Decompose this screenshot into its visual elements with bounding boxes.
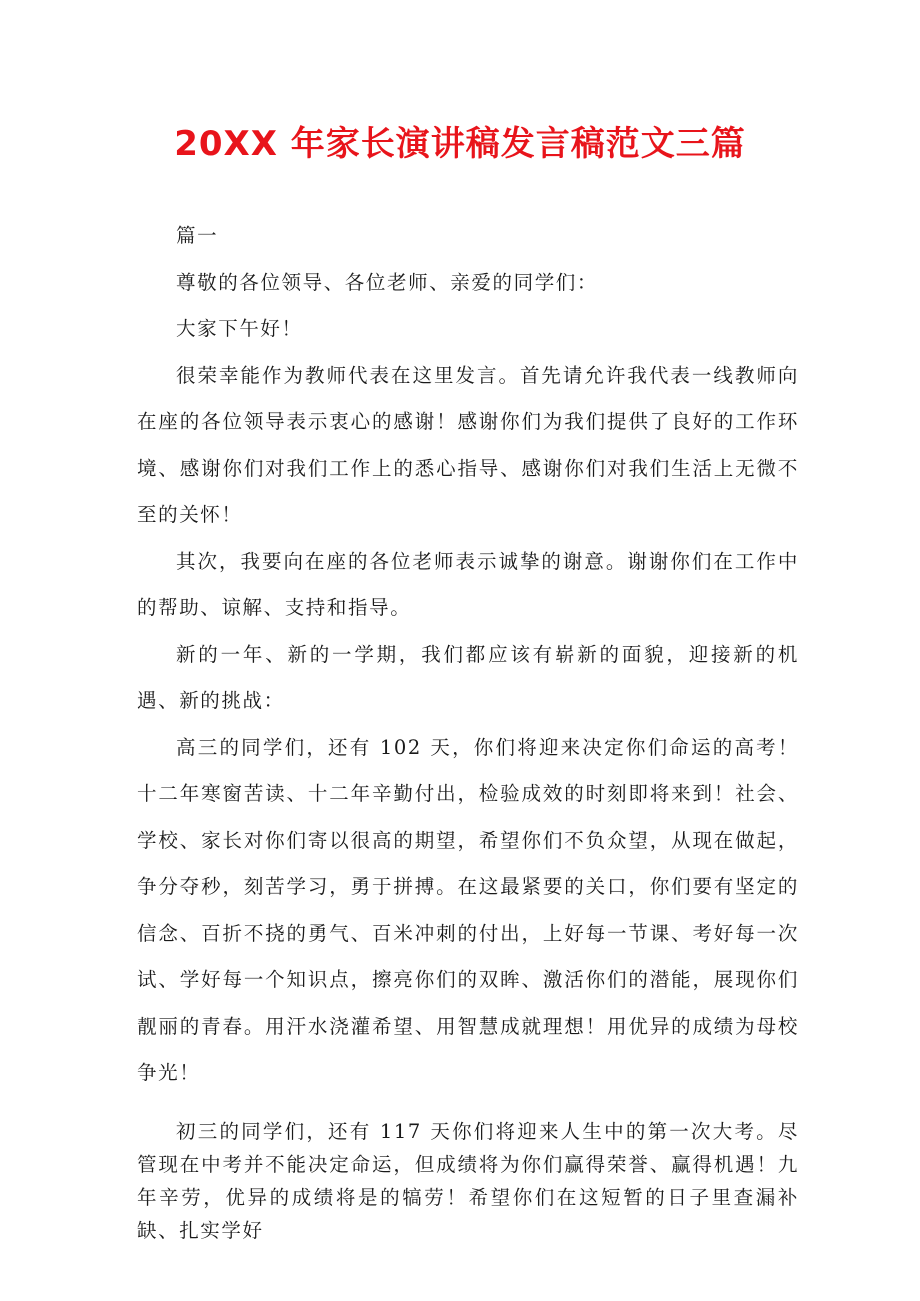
paragraph-new-year: 新的一年、新的一学期，我们都应该有崭新的面貌，迎接新的机遇、新的挑战： xyxy=(137,642,799,712)
paragraph-junior-three: 初三的同学们，还有 117 天你们将迎来人生中的第一次大考。尽管现在中考并不能决定命运，但成绩将为你们赢得荣誉、赢得机遇！九年辛劳，优异的成绩将是的犒劳！希望你们在这短暂的日子里查漏补缺、扎实学好 xyxy=(137,1119,799,1242)
document-title: 20XX 年家长演讲稿发言稿范文三篇 xyxy=(174,124,746,164)
paragraph-senior-three: 高三的同学们，还有 102 天，你们将迎来决定你们命运的高考！十二年寒窗苦读、十二年辛勤付出，检验成效的时刻即将来到！社会、学校、家长对你们寄以很高的期望，希望你们不负众望，从现在做起，争分夺秒，刻苦学习，勇于拼搏。在这最紧要的关口，你们要有坚定的信念、百折不挠的勇气、百米冲刺的付出，上好每一节课、考好每一次试、学好每一个知识点，擦亮你们的双眸、激活你们的潜能，展现你们靓丽的青春。用汗水浇灌希望、用智慧成就理想！用优异的成绩为母校争光！ xyxy=(137,735,799,1084)
paragraph-thanks-leaders: 很荣幸能作为教师代表在这里发言。首先请允许我代表一线教师向在座的各位领导表示衷心的感谢！感谢你们为我们提供了良好的工作环境、感谢你们对我们工作上的悉心指导、感谢你们对我们生活上无微不至的关怀！ xyxy=(137,363,799,526)
greeting: 大家下午好！ xyxy=(176,317,303,340)
salutation: 尊敬的各位领导、各位老师、亲爱的同学们： xyxy=(176,270,599,294)
paragraph-thanks-teachers: 其次，我要向在座的各位老师表示诚挚的谢意。谢谢你们在工作中的帮助、谅解、支持和指导。 xyxy=(137,549,799,619)
section-heading: 篇一 xyxy=(176,224,219,247)
document-body xyxy=(137,213,799,1247)
